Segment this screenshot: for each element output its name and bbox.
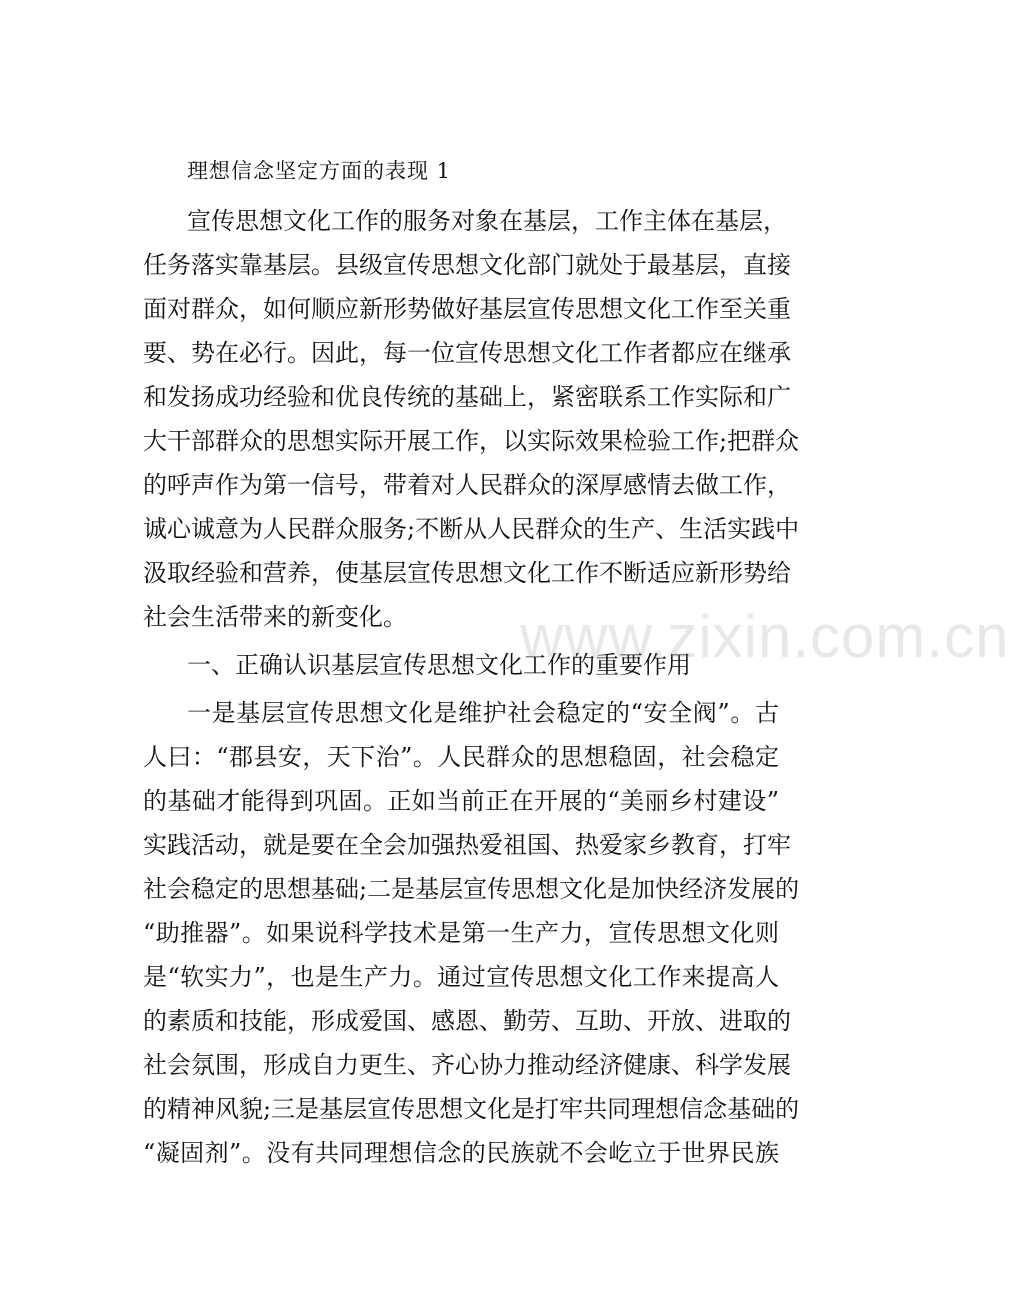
paragraph-line: 宣传思想文化工作的服务对象在基层，工作主体在基层， (187, 207, 787, 235)
paragraph-line: 一是基层宣传思想文化是维护社会稳定的“安全阀”。古 (187, 699, 779, 727)
paragraph-line: 实践活动，就是要在全会加强热爱祖国、热爱家乡教育，打牢 (143, 831, 791, 859)
paragraph-line: 大干部群众的思想实际开展工作，以实际效果检验工作;把群众 (143, 427, 800, 455)
document-title: 理想信念坚定方面的表现 1 (187, 159, 452, 183)
paragraph-line: 的素质和技能，形成爱国、感恩、勤劳、互助、开放、进取的 (143, 1007, 791, 1035)
paragraph-line: “凝固剂”。没有共同理想信念的民族就不会屹立于世界民族 (143, 1139, 779, 1167)
paragraph-line: 的基础才能得到巩固。正如当前正在开展的“美丽乡村建设” (143, 787, 779, 815)
section-heading: 一、正确认识基层宣传思想文化工作的重要作用 (187, 651, 691, 679)
paragraph-line: 要、势在必行。因此，每一位宣传思想文化工作者都应在继承 (143, 339, 791, 367)
paragraph-line: 诚心诚意为人民群众服务;不断从人民群众的生产、生活实践中 (143, 515, 800, 543)
paragraph-line: 任务落实靠基层。县级宣传思想文化部门就处于最基层，直接 (143, 251, 791, 279)
paragraph-line: 的呼声作为第一信号，带着对人民群众的深厚感情去做工作， (143, 471, 791, 499)
site-watermark: www.zixin.com.cn (520, 603, 1009, 670)
paragraph-line: 的精神风貌;三是基层宣传思想文化是打牢共同理想信念基础的 (143, 1095, 800, 1123)
paragraph-line: 社会稳定的思想基础;二是基层宣传思想文化是加快经济发展的 (143, 875, 800, 903)
paragraph-line: 汲取经验和营养，使基层宣传思想文化工作不断适应新形势给 (143, 559, 791, 587)
paragraph-line: “助推器”。如果说科学技术是第一生产力，宣传思想文化则 (143, 919, 779, 947)
paragraph-line: 和发扬成功经验和优良传统的基础上，紧密联系工作实际和广 (143, 383, 791, 411)
paragraph-line: 是“软实力”，也是生产力。通过宣传思想文化工作来提高人 (143, 963, 779, 991)
paragraph-line: 面对群众，如何顺应新形势做好基层宣传思想文化工作至关重 (143, 295, 791, 323)
paragraph-line: 人曰：“郡县安，天下治”。人民群众的思想稳固，社会稳定 (143, 743, 779, 771)
paragraph-line: 社会氛围，形成自力更生、齐心协力推动经济健康、科学发展 (143, 1051, 791, 1079)
paragraph-line: 社会生活带来的新变化。 (143, 603, 407, 631)
